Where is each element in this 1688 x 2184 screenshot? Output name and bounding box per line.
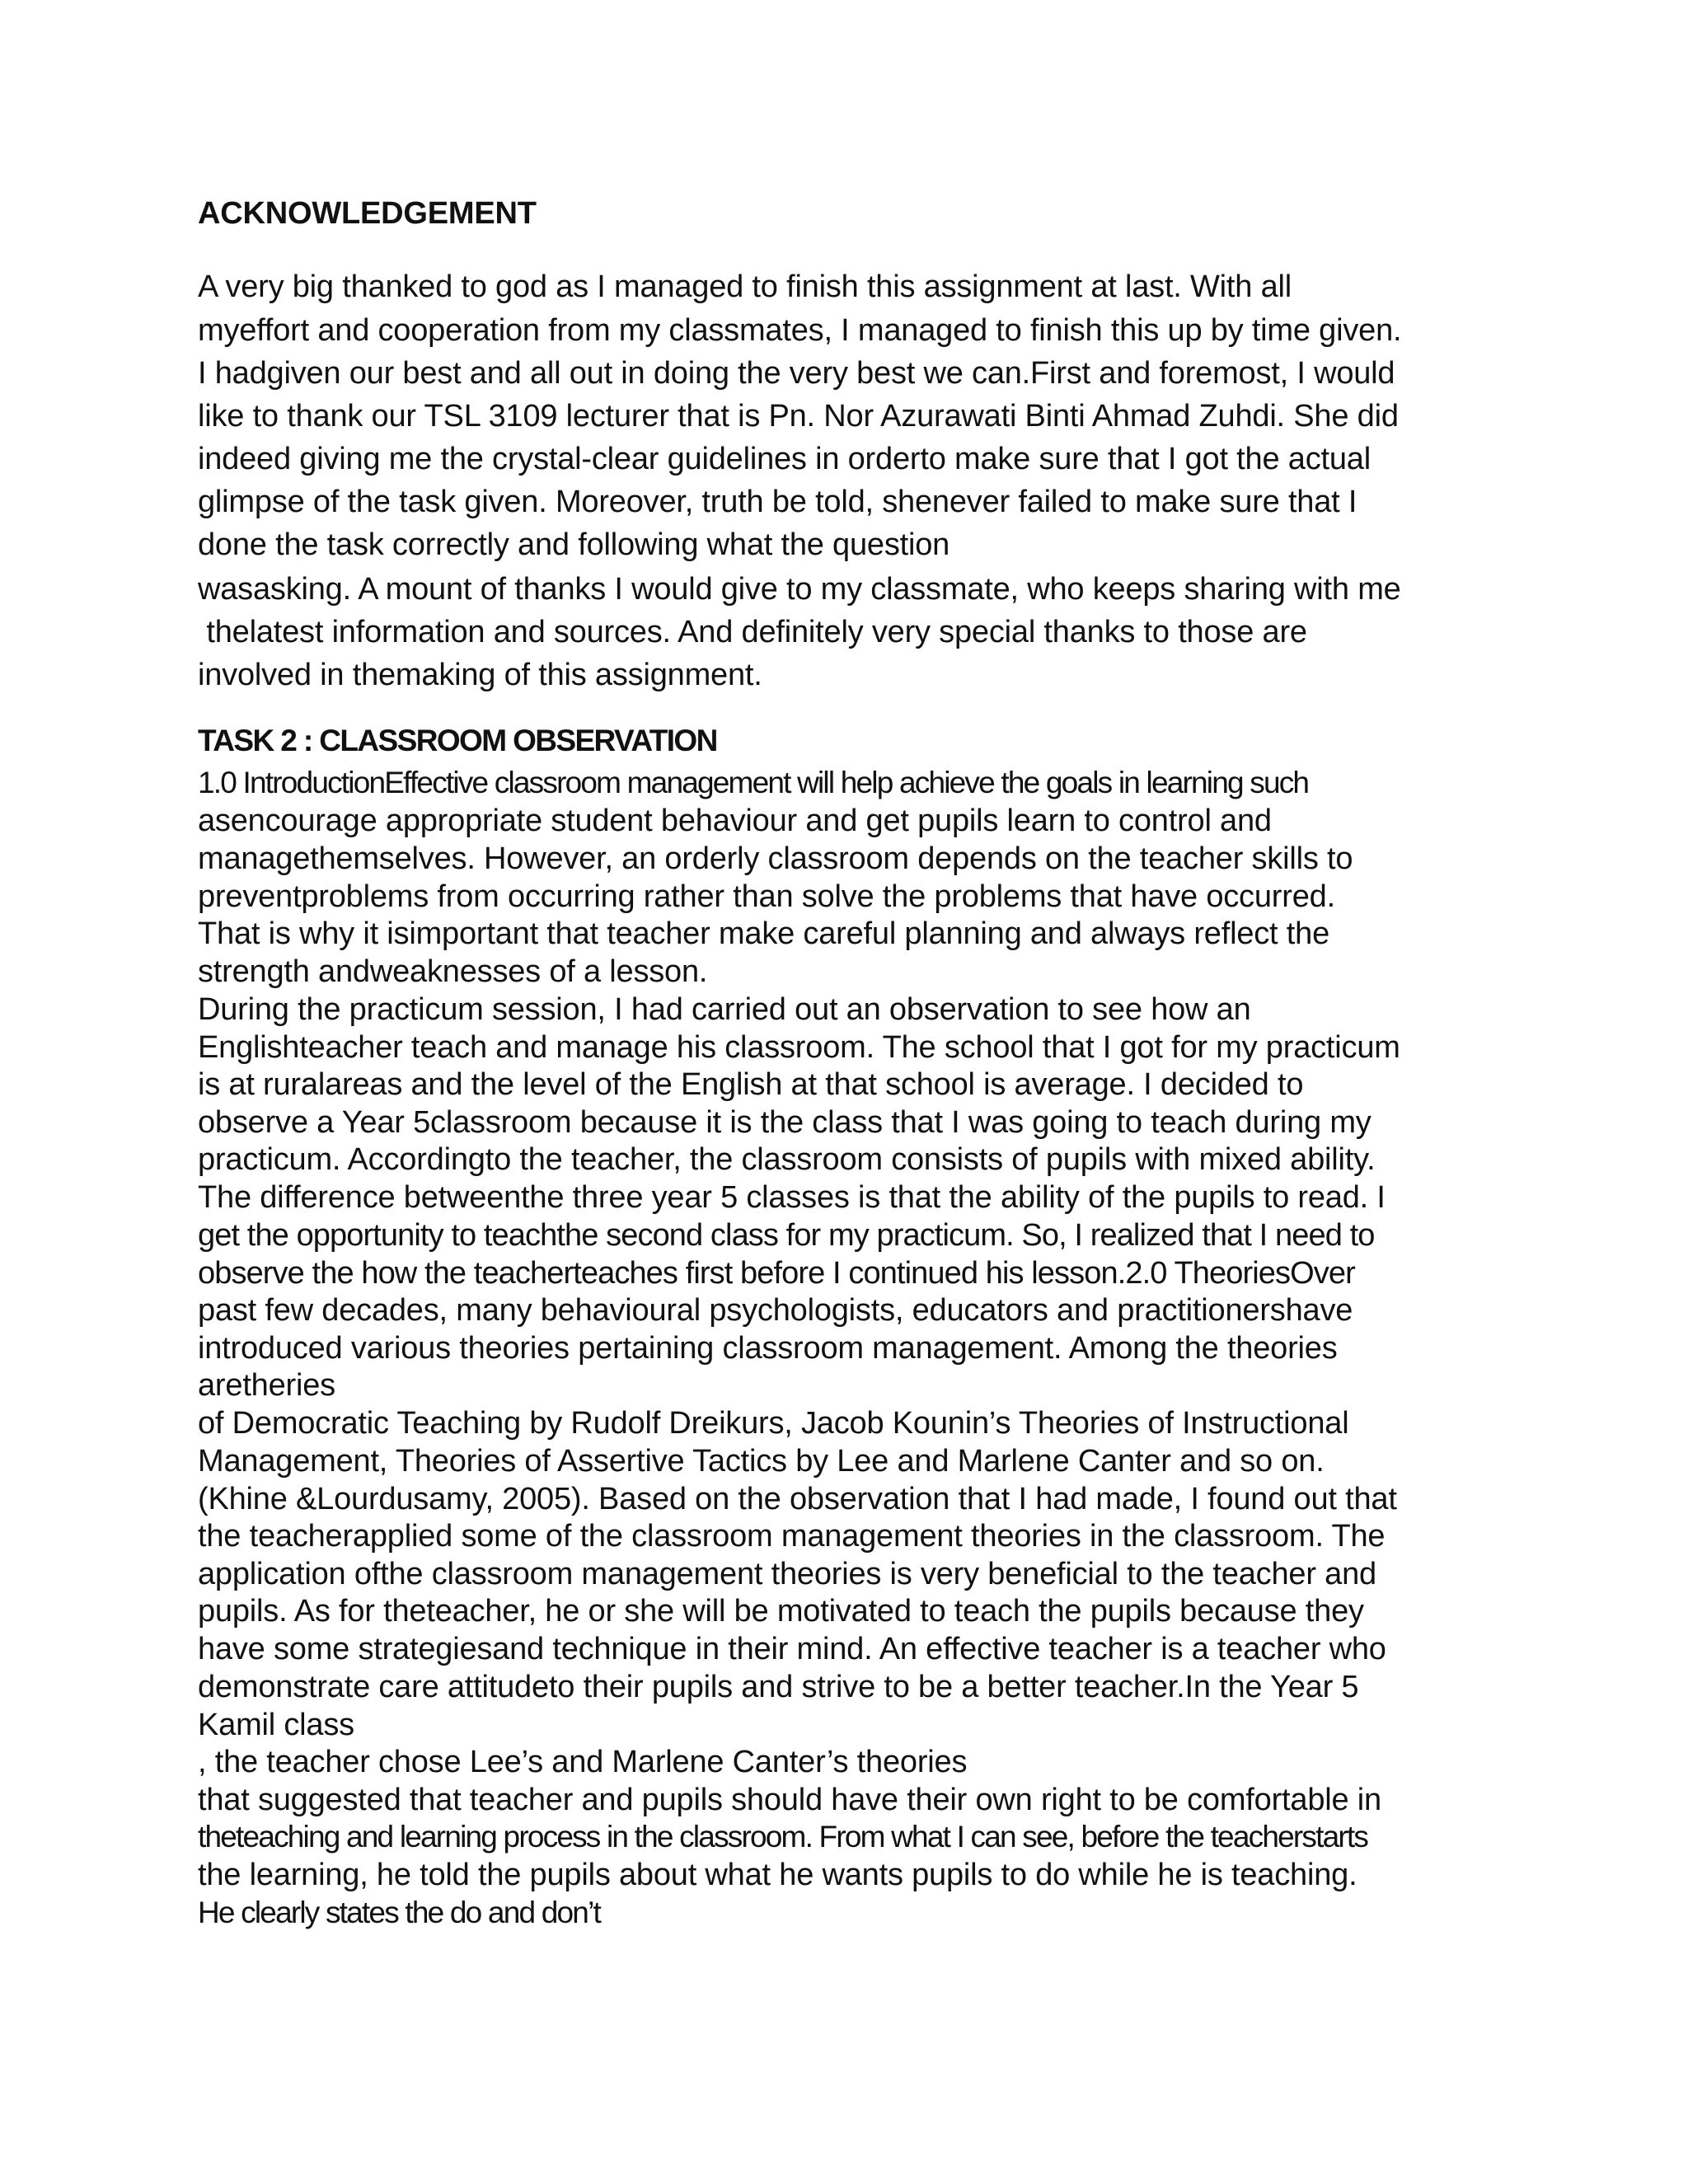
task2-line: That is why it isimportant that teacher make careful planning and always reflect the xyxy=(198,916,1330,951)
task2-heading: TASK 2 : CLASSROOM OBSERVATION xyxy=(198,724,717,757)
acknowledgement-line: thelatest information and sources. And definitely very special thanks to those are xyxy=(198,615,1307,649)
task2-line: Kamil class xyxy=(198,1708,354,1742)
task2-line: observe a Year 5classroom because it is the class that I was going to teach during my xyxy=(198,1105,1372,1140)
task2-line: theteaching and learning process in the classroom. From what I can see, before the teacherstarts xyxy=(198,1820,1368,1854)
task2-line: have some strategiesand technique in their mind. An effective teacher is a teacher who xyxy=(198,1632,1386,1666)
acknowledgement-line: A very big thanked to god as I managed to finish this assignment at last. With all xyxy=(198,269,1292,304)
task2-line: pupils. As for theteacher, he or she will be motivated to teach the pupils because they xyxy=(198,1594,1364,1629)
task2-line: is at ruralareas and the level of the English at that school is average. I decided to xyxy=(198,1067,1304,1102)
task2-line: the learning, he told the pupils about what he wants pupils to do while he is teaching. xyxy=(198,1858,1357,1892)
acknowledgement-line: like to thank our TSL 3109 lecturer that is Pn. Nor Azurawati Binti Ahmad Zuhdi. She did xyxy=(198,399,1399,434)
task2-line: get the opportunity to teachthe second class for my practicum. So, I realized that I need to xyxy=(198,1218,1375,1253)
task2-line: The difference betweenthe three year 5 classes is that the ability of the pupils to read. I xyxy=(198,1180,1386,1215)
acknowledgement-line: I hadgiven our best and all out in doing the very best we can.First and foremost, I would xyxy=(198,356,1395,391)
acknowledgement-line: glimpse of the task given. Moreover, truth be told, shenever failed to make sure that I xyxy=(198,485,1357,519)
task2-line: demonstrate care attitudeto their pupils and strive to be a better teacher.In the Year 5 xyxy=(198,1670,1359,1704)
task2-line: (Khine &Lourdusamy, 2005). Based on the observation that I had made, I found out that xyxy=(198,1482,1397,1516)
task2-line: managethemselves. However, an orderly classroom depends on the teacher skills to xyxy=(198,841,1353,876)
acknowledgement-line: indeed giving me the crystal-clear guidelines in orderto make sure that I got the actual xyxy=(198,442,1371,476)
task2-line: the teacherapplied some of the classroom management theories in the classroom. The xyxy=(198,1519,1386,1554)
task2-line: , the teacher chose Lee’s and Marlene Canter’s theories xyxy=(198,1745,968,1779)
task2-line: application ofthe classroom management theories is very beneficial to the teacher and xyxy=(198,1557,1376,1591)
task2-line: of Democratic Teaching by Rudolf Dreikurs, Jacob Kounin’s Theories of Instructional xyxy=(198,1406,1349,1441)
task2-line: past few decades, many behavioural psychologists, educators and practitionershave xyxy=(198,1293,1353,1328)
acknowledgement-heading: ACKNOWLEDGEMENT xyxy=(198,196,537,231)
task2-line: During the practicum session, I had carried out an observation to see how an xyxy=(198,992,1251,1027)
task2-line: asencourage appropriate student behaviour and get pupils learn to control and xyxy=(198,804,1272,838)
task2-line: He clearly states the do and don’t xyxy=(198,1896,600,1929)
task2-line: Englishteacher teach and manage his classroom. The school that I got for my practicum xyxy=(198,1030,1400,1065)
task2-line: introduced various theories pertaining classroom management. Among the theories xyxy=(198,1331,1338,1366)
task2-line: strength andweaknesses of a lesson. xyxy=(198,954,708,989)
task2-line: practicum. Accordingto the teacher, the classroom consists of pupils with mixed ability. xyxy=(198,1142,1376,1177)
task2-line: observe the how the teacherteaches first before I continued his lesson.2.0 TheoriesOver xyxy=(198,1256,1355,1291)
acknowledgement-line: involved in themaking of this assignment. xyxy=(198,658,762,692)
acknowledgement-line: myeffort and cooperation from my classmates, I managed to finish this up by time given. xyxy=(198,313,1402,348)
task2-line: 1.0 IntroductionEffective classroom management will help achieve the goals in learning such xyxy=(198,766,1309,799)
task2-line: aretheries xyxy=(198,1368,335,1403)
acknowledgement-line: done the task correctly and following what the question xyxy=(198,527,950,562)
task2-line: preventproblems from occurring rather than solve the problems that have occurred. xyxy=(198,879,1335,914)
acknowledgement-line: wasasking. A mount of thanks I would give to my classmate, who keeps sharing with me xyxy=(198,572,1401,607)
task2-line: Management, Theories of Assertive Tactics by Lee and Marlene Canter and so on. xyxy=(198,1444,1325,1479)
task2-line: that suggested that teacher and pupils should have their own right to be comfortable in xyxy=(198,1783,1381,1817)
